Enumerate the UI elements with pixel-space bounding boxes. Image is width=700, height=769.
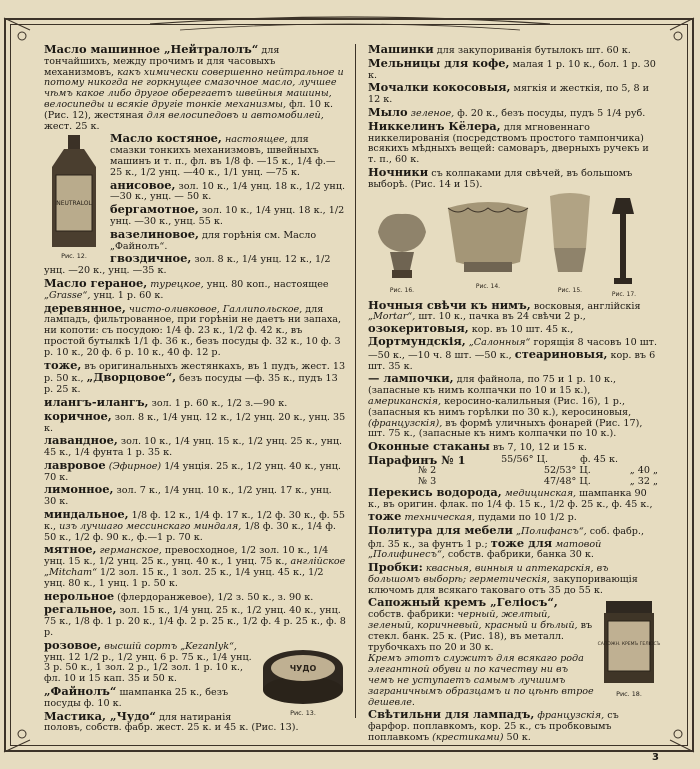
entry-neutralol: Масло машинное „Нейтралолъ“ для тончайшихъ, между прочимъ и для часовыхъ механизмовъ, какъ химически совершенно нейтральное и потому никогда не горкнущее смазочное масло, лучшее чѣмъ какое либо другое оберегаетъ швейныя машины, велосипеды и всякіе другіе тонкіе механизмы, фл. 10 к. (Рис. 12), жестяная для велосипедовъ и автомобилей, жест. 25 к. xyxy=(44,42,344,132)
entry-coconut-sponges: Мочалки кокосовыя, мягкія и жесткія, по 5, 8 и 12 к. xyxy=(368,80,650,106)
entry-mint: мятное, германское, превосходное, 1/2 зол. 10 к., 1/4 унц. 15 к., 1/2 унц. 25 к., унц. 40 к., 1 унц. 75 к., англійское „Mitcham“ 1/2 зол. 15 к., 1 зол. 25 к., 1/4 унц. 45 к., 1/2 унц. 80 к., 1 унц. 1 р. 50 к. xyxy=(44,542,346,589)
entry-rose: розовое, высшій сортъ „Kezanlyk“, унц. 12 1/2 р., 1/2 унц. 6 р. 75 к., 1/4 унц. 3 р. 50 к., 1 зол. 2 р., 1/2 зол. 1 р. 10 к., фл. 10 и 15 кап. 35 и 50 к. xyxy=(44,637,252,685)
chudo-label: ЧУДО xyxy=(289,663,317,673)
figure-12 xyxy=(44,133,104,262)
caption-fig18: Рис. 18. xyxy=(616,690,642,699)
neutralol-label: NEUTRALOL xyxy=(56,200,92,208)
lamp-fig15-image xyxy=(550,193,590,294)
entry-soap: Мыло зеленое, ф. 20 к., безъ посуды, пудъ 5 1/4 руб. xyxy=(368,104,646,119)
entry-corking-machines: Машинки для закупориванія бутылокъ шт. 60 к. xyxy=(368,42,631,56)
entry-shoe-cream-note: Кремъ этотъ служитъ для всякаго рода элегантной обуви и по качеству ни въ чемъ не уступаетъ самымъ лучшимъ заграничнымъ образцамъ и по цѣнѣ втрое дешевле. xyxy=(368,653,594,708)
paraffin-table xyxy=(368,452,658,487)
shoe-cream-jar-image xyxy=(597,597,661,689)
paraffin-row-3: № 3 47/48° Ц. „ 32 „ xyxy=(418,475,658,487)
figures-14-17 xyxy=(368,192,658,300)
right-column xyxy=(368,42,661,744)
entry-mastic: Мастика, „Чудо“ для натиранія половъ, собств. фабр. жест. 25 к. и 45 к. (Рис. 13). xyxy=(44,708,299,734)
entry-same: тоже, въ оригинальныхъ жестянкахъ, въ 1 пудъ, жест. 13 р. 50 к., „Дворцовое“, безъ посуды —ф. 35 к., пудъ 13 р. 25 к. xyxy=(44,357,346,396)
entry-almond: миндальное, 1/8 ф. 12 к., 1/4 ф. 17 к., 1/2 ф. 30 к., ф. 55 к., изъ лучшаго мессинскаго миндаля, 1/8 ф. 30 к., 1/4 ф. 50 к., 1/2 ф. 90 к., ф.—1 р. 70 к. xyxy=(44,507,345,543)
entry-corks: Пробки: квасныя, винныя и аптекарскія, въ большомъ выборѣ; герметическія, закупоривающія ключомъ для всякаго таковаго отъ 35 до 55 к. xyxy=(368,560,638,596)
paraffin-row-1: Парафинъ № 1 55/56° Ц. ф. 45 к. xyxy=(368,452,618,467)
caption-fig17: Рис. 17. xyxy=(611,290,637,298)
entry-bone-oil: Масло костяное, настоящее, для смазки тонкихъ механизмовъ, швейныхъ машинъ и т. п., фл. въ 1/8 ф. —15 к., 1/4 ф.—25 к., 1/2 унц. —40 к., 1/1 унц. —75 к. xyxy=(110,131,336,178)
lantern-fig17-image xyxy=(612,198,636,298)
caption-fig14: Рис. 14. xyxy=(475,282,501,290)
entry-clove: гвоздичное, зол. 8 к., 1/4 унц. 12 к., 1/2 унц. —20 к., унц. —35 к. xyxy=(44,251,331,277)
left-column xyxy=(44,42,346,734)
entry-lavender: лавандное, зол. 10 к., 1/4 унц. 15 к., 1/2 унц. 25 к., унц. 45 к., 1/4 фунта 1 р. 35 к. xyxy=(44,433,343,459)
entry-fainol: „Файнолъ“ шампанка 25 к., безъ посуды ф. 10 к. xyxy=(44,684,229,709)
entry-small-lamps: — лампочки, для файнола, по 75 и 1 р. 10 к., (запасные къ нимъ колпачки по 10 и 15 к.), американскія, керосино-калильныя (Рис. 16), 1 р., (запасныя къ нимъ горѣлки по 30 к.), керосиновыя, (французскія), въ формѣ уличныхъ фонарей (Рис. 17), шт. 75 к., (запасные къ нимъ колпачки по 10 к.). xyxy=(368,371,643,440)
paraffin-row-2: № 2 52/53° Ц. „ 40 „ xyxy=(418,464,658,476)
entry-nickelin: Никкелинъ Кёлера, для мгновеннаго никкелированія (посредствомъ простого тампончика) всякихъ мѣдныхъ вещей: самоваръ, дверныхъ ручекъ и т. п., 60 к. xyxy=(368,118,649,166)
page-number: 3 xyxy=(652,752,659,763)
caption-fig15: Рис. 15. xyxy=(557,286,583,294)
entry-cinnamon: коричное, зол. 8 к., 1/4 унц. 12 к., 1/2 унц. 20 к., унц. 35 к. xyxy=(44,408,346,434)
entry-geranium: Масло гераное, турецкое, унц. 80 коп., настоящее „Grasse“, унц. 1 р. 60 к. xyxy=(44,275,329,301)
entry-regal: регальное, зол. 15 к., 1/4 унц. 25 к., 1/2 унц. 40 к., унц. 75 к., 1/8 ф. 1 р. 20 к., 1/4 ф. 2 р. 25 к., 1/2 ф. 4 р. 25 к., ф. 8 р. xyxy=(44,602,346,639)
figure-18 xyxy=(597,597,661,700)
column-divider xyxy=(355,44,356,718)
entry-coffee-mills: Мельницы для кофе, малая 1 р. 10 к., бол. 1 р. 30 к. xyxy=(368,55,656,81)
entry-lemon: лимонное, зол. 7 к., 1/4 унц. 10 к., 1/2 унц. 17 к., унц. 30 к. xyxy=(44,482,332,508)
entry-bergamot: бергамотное, зол. 10 к., 1/4 унц. 18 к., 1/2 унц. —30 к., унц. 55 к. xyxy=(110,202,345,227)
entry-ylang: илангъ-илангъ, зол. 1 р. 60 к., 1/2 з.—90 к. xyxy=(44,394,288,409)
caption-fig12: Рис. 12. xyxy=(61,252,87,261)
entry-shoe-cream: Сапожный кремъ „Геліосъ“, собств. фабрики: черный, желтый, зеленый, коричневый, красный и бѣлый, въ стекл. банк. 25 к. (Рис. 18), въ металл. трубочкахъ по 20 и 30 к. xyxy=(368,595,593,653)
entry-nightlights: Ночники съ колпаками для свѣчей, въ большомъ выборѣ. (Рис. 14 и 15). xyxy=(368,164,633,190)
entry-neroli: нерольное (флердоранжевое), 1/2 з. 50 к., з. 90 к. xyxy=(44,588,314,603)
entry-olive: деревянное, чисто-оливковое, Галлипольское, для лампадъ, фильтрованное, при горѣніи не даетъ ни запаха, ни копоти: съ посудою: 1/4 ф. 23 к., 1/2 ф. 42 к., въ простой бутылкѣ 1/1 ф. 36 к., безъ посуды ф. 32 к., 10 ф. 3 р. 10 к., 20 ф. 6 р. 10 к., 40 ф. 12 р. xyxy=(44,300,341,358)
oil-bottle-image xyxy=(44,133,104,251)
caption-fig16: Рис. 16. xyxy=(389,286,415,294)
entry-lamp-wicks: Свѣтильни для лампадъ, французскія, съ фарфор. поплавкомъ, кор. 25 к., съ пробковымъ поплавкомъ (крестиками) 50 к. xyxy=(368,707,619,744)
entry-hydrogen-peroxide: Перекись водорода, медицинская, шампанка 90 к., въ оригин. флак. по 1/4 ф. 15 к., 1/2 ф. 25 к., ф. 45 к., тоже техническая, пудами по 10 1/2 р. xyxy=(368,485,653,523)
entry-night-candles: Ночныя свѣчи къ нимъ, восковыя, англійскія „Mortar“, шт. 10 к., пачка въ 24 свѣчи 2 р., озокеритовыя, кор. въ 10 шт. 45 к., Дортмундскія, „Салонныя“ горящія 8 часовъ 10 шт. —50 к., —10 ч. 8 шт. —50 к., стеариновыя, кор. въ 6 шт. 35 к. xyxy=(368,297,658,372)
entry-furniture-polish: Политура для мебели „Полифансъ“, соб. фабр., фл. 35 к., за фунтъ 1 р.; тоже для матовой „Полифинесъ“, собств. фабрики, банка 30 к. xyxy=(368,522,645,561)
entry-laurel: лавровое (Эфирное) 1/4 унція. 25 к., 1/2 унц. 40 к., унц. 70 к. xyxy=(44,457,341,483)
helios-label: САПОЖН. КРЕМЪ ГЕЛІОСЪ xyxy=(597,642,661,648)
lamp-fig14-image xyxy=(448,202,528,290)
entry-window-glasses: Оконные стаканы въ 7, 10, 12 и 15 к. xyxy=(368,439,587,454)
figure-13 xyxy=(260,646,346,719)
entry-vaseline: вазелиновое, для горѣнія см. Масло „Файнолъ“. xyxy=(110,226,317,252)
caption-fig13: Рис. 13. xyxy=(290,708,316,717)
lamp-fig16-image xyxy=(378,213,426,293)
entry-anise: анисовое, зол. 10 к., 1/4 унц. 18 к., 1/2 унц. —30 к., унц. — 50 к. xyxy=(110,177,346,203)
mastic-tin-image xyxy=(260,646,346,708)
